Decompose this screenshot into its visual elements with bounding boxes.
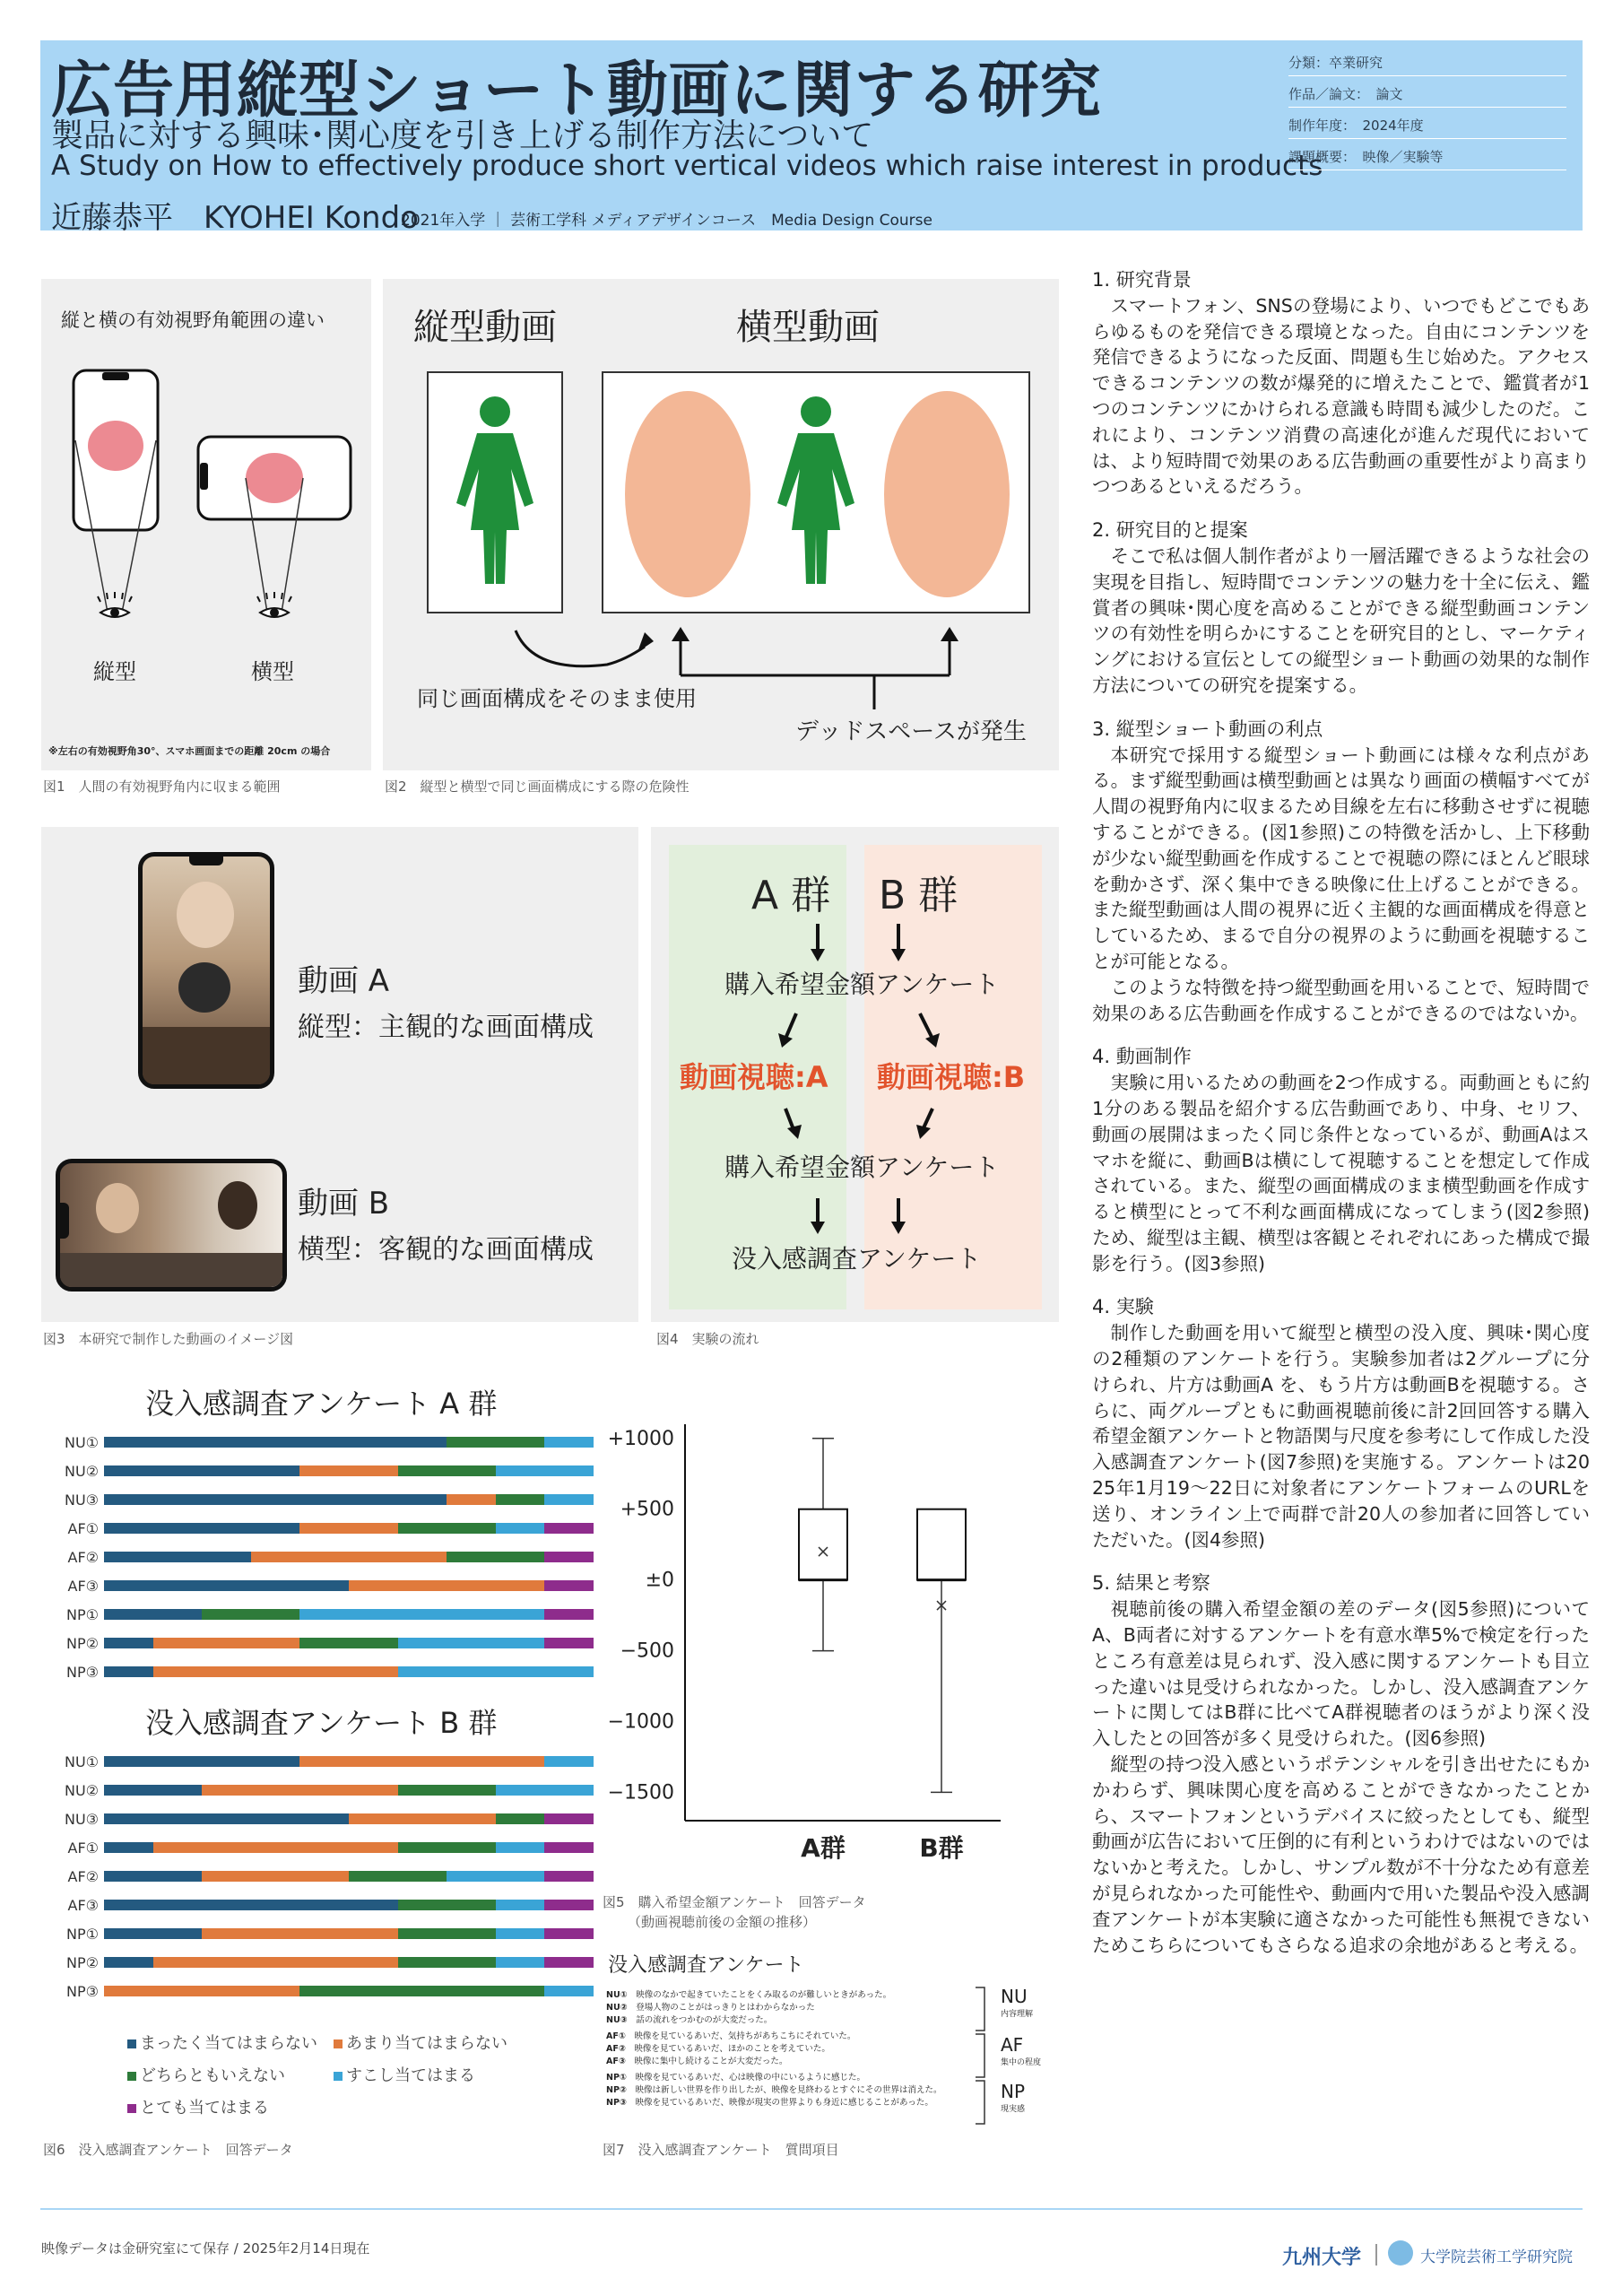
survey-item: NP② 映像は新しい世界を作り出したが、映像を見終わるとすぐにその世界は消えた。 (606, 2085, 942, 2095)
bar-segment (398, 1928, 496, 1939)
meta-category: 分類：卒業研究 (1288, 53, 1566, 76)
bar-segment (398, 1638, 545, 1648)
category-label: NP① (66, 1606, 99, 1623)
stacked-bar (104, 1638, 594, 1648)
chart-a-title: 没入感調査アンケート A 群 (145, 1387, 498, 1421)
survey-item: NU③ 話の流れをつかむのが大変だった。 (606, 2015, 773, 2025)
group-np: NP (1001, 2081, 1026, 2102)
category-label: NU③ (64, 1811, 99, 1828)
fig1-caption: 図1 人間の有効視野角内に収まる範囲 (43, 778, 281, 795)
fig1-note: ※左右の有効視野角30°、スマホ画面までの距離 20cm の場合 (48, 745, 331, 757)
fig3-video-a: 動画 A (298, 963, 390, 999)
author-name: 近藤恭平 KYOHEI Kondo (51, 200, 419, 236)
legend-item-4: すこし当てはまる (334, 2063, 475, 2086)
bar-segment (104, 1842, 153, 1853)
video-b-thumbnail (56, 1159, 287, 1292)
section-heading: 1. 研究背景 (1092, 269, 1192, 291)
bar-segment (104, 1900, 398, 1910)
fig7-brackets (974, 1986, 992, 2129)
bar-segment (544, 1900, 594, 1910)
fig7-items (606, 1987, 983, 2108)
chart-a (41, 1434, 606, 1706)
fig4-group-a: A 群 (751, 873, 831, 918)
fig7-caption: 図7 没入感調査アンケート 質問項目 (603, 2142, 839, 2158)
bar-segment (104, 1494, 447, 1505)
category-label: AF① (67, 1520, 99, 1537)
bar-segment (349, 1580, 544, 1591)
category-label: AF② (67, 1868, 99, 1885)
fig4-watch-a: 動画視聴:A (680, 1060, 828, 1094)
fig7-title: 没入感調査アンケート (608, 1954, 804, 1977)
box (799, 1509, 847, 1580)
bar-segment (496, 1785, 594, 1796)
bar-segment (104, 1957, 153, 1968)
stacked-bar (104, 1552, 594, 1562)
bar-segment (496, 1842, 545, 1853)
section-paragraph: スマートフォン、SNSの登場により、いつでもどこでもあらゆるものを発信できる環境となった。自由にコンテンツを発信できるようになった反面、問題も生じ始めた。アクセスできるコンテンツの数が爆発的に増えたことで、鑑賞者が1 つのコンテンツにかけられる意識も時間も減少したのだ。これにより、コンテンツ消費の高速化が進んだ現代においては、より短時間で効果のある広告動画の重要性がより高まりつつあるといえるだろう。 (1092, 294, 1590, 498)
stacked-bar (104, 1609, 594, 1620)
bar-segment (104, 1813, 349, 1824)
survey-item: NU② 登場人物のことがはっきりとはわからなかった (606, 2003, 815, 2013)
bar-segment (299, 1638, 397, 1648)
bar-segment (544, 1813, 594, 1824)
fig3-video-a-desc: 縦型：主観的な画面構成 (298, 1012, 594, 1043)
bar-segment (544, 1638, 594, 1648)
fig3-caption: 図3 本研究で制作した動画のイメージ図 (43, 1331, 294, 1347)
bar-segment (544, 1494, 594, 1505)
bar-segment (153, 1957, 398, 1968)
bar-segment (104, 1523, 299, 1534)
fig1-label-horizontal: 横型 (251, 659, 294, 684)
bar-segment (202, 1609, 299, 1620)
category-label: NU② (64, 1782, 99, 1799)
school-name: 大学院芸術工学研究院 (1420, 2248, 1573, 2266)
figure-7 (606, 1946, 1054, 2126)
bar-segment (104, 1638, 153, 1648)
stacked-bar (104, 1437, 594, 1448)
bar-segment (299, 1465, 397, 1476)
category-label: NP③ (66, 1983, 99, 2000)
fig4-step3: 購入希望金額アンケート (724, 1152, 1000, 1182)
y-tick-label: +500 (620, 1498, 674, 1521)
y-tick-label: −1000 (607, 1710, 674, 1734)
header-banner (40, 40, 1583, 236)
y-tick-label: −1500 (607, 1781, 674, 1805)
bar-segment (104, 1580, 349, 1591)
eye-icon-left (98, 592, 132, 617)
fig1-heading: 縦と横の有効視野角範囲の違い (61, 309, 325, 331)
bar-segment (544, 1756, 594, 1767)
bar-segment (447, 1552, 544, 1562)
bar-segment (544, 1437, 594, 1448)
section-heading: 4. 実験 (1092, 1296, 1154, 1318)
chart-b-title: 没入感調査アンケート B 群 (145, 1706, 498, 1740)
legend-item-1: まったく当てはまらない (127, 2031, 317, 2054)
meta-type: 作品／論文： 論文 (1288, 84, 1566, 108)
fig5-caption-2: （動画視聴前後の金額の推移） (628, 1914, 817, 1930)
fig2-horizontal-label: 横型動画 (736, 307, 880, 348)
legend-item-2: あまり当てはまらない (334, 2031, 507, 2054)
bar-segment (447, 1494, 496, 1505)
group-np-desc: 現実感 (1001, 2105, 1026, 2114)
stacked-bar (104, 1871, 594, 1882)
fig3-video-b: 動画 B (298, 1186, 390, 1222)
footer-separator (1375, 2244, 1377, 2266)
fig1-label-vertical: 縦型 (93, 659, 136, 684)
stacked-bar (104, 1842, 594, 1853)
bar-segment (104, 1609, 202, 1620)
bar-segment (299, 1986, 544, 1996)
figure-3-panel (41, 827, 638, 1322)
fig1-diagram (41, 279, 371, 770)
survey-item: AF③ 映像に集中し続けることが大変だった。 (606, 2057, 788, 2066)
bar-segment (202, 1871, 349, 1882)
video-a-thumbnail (138, 852, 274, 1089)
bar-segment (398, 1465, 496, 1476)
bar-segment (349, 1871, 447, 1882)
bar-segment (496, 1494, 545, 1505)
survey-item: NU① 映像のなかで起きていたことをくみ取るのが難しいときがあった。 (606, 1990, 892, 2000)
bar-segment (496, 1900, 545, 1910)
bar-segment (496, 1523, 545, 1534)
category-label: NP② (66, 1635, 99, 1652)
section-paragraph: 実験に用いるための動画を2つ作成する。両動画ともに約1分のある製品を紹介する広告動画であり、中身、セリフ、動画の展開はまったく同じ条件となっているが、動画Aはスマホを縦に、動画Bは横にして視聴することを想定して作成されている。また、縦型の画面構成のまま横型動画を作成すると横型にとって不利な画面構成になってしまう(図2参照)ため、縦型は主観、横型は客観とそれぞれにあった構成で撮影を行う。(図3参照) (1092, 1072, 1590, 1274)
bar-segment (153, 1842, 398, 1853)
legend-item-5: とても当てはまる (127, 2095, 269, 2118)
y-tick-label: −500 (620, 1639, 674, 1663)
department: 2021年入学 ｜ 芸術工学科 メディアデザインコース Media Design Course (401, 212, 932, 230)
bar-segment (544, 1523, 594, 1534)
category-label: NP② (66, 1954, 99, 1971)
bar-segment (496, 1928, 545, 1939)
bar-segment (202, 1928, 397, 1939)
fig5-caption-1: 図5 購入希望金額アンケート 回答データ (603, 1894, 866, 1910)
section-paragraph: 制作した動画を用いて縦型と横型の没入度、興味･関心度の2種類のアンケートを行う。実験参加者は2グループに分けられ、片方は動画A を、もう片方は動画Bを視聴する。さらに、両グループともに動画視聴前後に計2回回答する購入希望金額アンケートと物語関与尺度を参考にして作成した没入感調査アンケート(図7参照)を実施する。アンケートは2025年1月19〜22日に対象者にアンケートフォームのURLを送り、オンライン上で両群で計20人の参加者に回答していただいた。(図4参照) (1092, 1322, 1590, 1551)
category-label: NU③ (64, 1492, 99, 1509)
stacked-bar (104, 1756, 594, 1767)
bar-segment (299, 1523, 397, 1534)
stacked-bar (104, 1928, 594, 1939)
fig4-watch-b: 動画視聴:B (877, 1060, 1026, 1094)
school-logo-icon (1388, 2240, 1413, 2266)
fig4-caption: 図4 実験の流れ (656, 1331, 759, 1347)
fig4-group-b: B 群 (879, 873, 958, 918)
bar-segment (398, 1842, 496, 1853)
box (917, 1509, 966, 1580)
fig2-vertical-label: 縦型動画 (413, 307, 557, 348)
fig6-caption: 図6 没入感調査アンケート 回答データ (43, 2142, 293, 2158)
figure-6 (41, 1372, 606, 2161)
group-af: AF (1001, 2034, 1024, 2056)
bar-segment (544, 1609, 594, 1620)
figure-4-panel (651, 827, 1059, 1322)
figure-5-boxplot (606, 1399, 1028, 1901)
bar-segment (544, 1552, 594, 1562)
fig2-caption: 図2 縦型と横型で同じ画面構成にする際の危険性 (385, 778, 690, 795)
survey-item: NP① 映像を見ているあいだ、心は映像の中にいるように感じた。 (606, 2073, 865, 2083)
y-tick-label: +1000 (607, 1427, 674, 1450)
bar-segment (104, 1465, 299, 1476)
bar-segment (496, 1465, 594, 1476)
category-label: NU② (64, 1463, 99, 1480)
category-label: AF① (67, 1839, 99, 1857)
stacked-bar (104, 1666, 594, 1677)
bar-segment (398, 1957, 496, 1968)
stacked-bar (104, 1900, 594, 1910)
bar-segment (104, 1552, 251, 1562)
bar-segment (544, 1871, 594, 1882)
body-text (1092, 267, 1590, 1976)
bar-segment (251, 1552, 447, 1562)
footer-note: 映像データは金研究室にて保存 / 2025年2月14日現在 (41, 2240, 370, 2257)
survey-item: AF① 映像を見ているあいだ、気持ちがあちこちにそれていた。 (606, 2031, 856, 2041)
fig4-step1: 購入希望金額アンケート (724, 970, 1000, 999)
english-title: A Study on How to effectively produce short vertical videos which raise interest in products (51, 150, 1323, 182)
bar-segment (398, 1666, 594, 1677)
poster-subtitle: 製品に対する興味･関心度を引き上げる制作方法について (51, 117, 874, 154)
category-label: NU① (64, 1753, 99, 1770)
bar-segment (202, 1785, 397, 1796)
category-label: AF③ (67, 1897, 99, 1914)
bar-segment (398, 1900, 496, 1910)
category-label: NP① (66, 1926, 99, 1943)
stacked-bar (104, 1580, 594, 1591)
bar-segment (544, 1986, 594, 1996)
bar-segment (544, 1580, 594, 1591)
stacked-bar (104, 1494, 594, 1505)
stacked-bar (104, 1785, 594, 1796)
stacked-bar (104, 1813, 594, 1824)
category-label: AF② (67, 1549, 99, 1566)
bar-segment (496, 1957, 545, 1968)
category-label: NP③ (66, 1664, 99, 1681)
bar-segment (544, 1842, 594, 1853)
section-heading: 4. 動画制作 (1092, 1046, 1192, 1068)
y-tick-label: ±0 (645, 1569, 674, 1592)
bar-segment (496, 1813, 545, 1824)
section-paragraph: このような特徴を持つ縦型動画を用いることで、短時間で効果のある広告動画を作成することができるのではないか。 (1092, 976, 1590, 1024)
bar-segment (104, 1871, 202, 1882)
stacked-bar (104, 1986, 594, 1996)
fig3-video-b-desc: 横型：客観的な画面構成 (298, 1234, 594, 1265)
bar-segment (104, 1437, 447, 1448)
bar-segment (153, 1638, 300, 1648)
bar-segment (398, 1785, 496, 1796)
x-category-label: B群 (919, 1833, 964, 1863)
category-label: AF③ (67, 1578, 99, 1595)
bar-segment (153, 1666, 398, 1677)
x-category-label: A群 (801, 1833, 846, 1863)
survey-item: NP③ 映像を見ているあいだ、映像が現実の世界よりも身近に感じることがあった。 (606, 2098, 933, 2108)
chart-b (41, 1753, 606, 2025)
fig4-step4: 没入感調査アンケート (732, 1244, 982, 1274)
meta-year: 制作年度： 2024年度 (1288, 116, 1566, 139)
section-paragraph: 視聴前後の購入希望金額の差のデータ(図5参照)についてA、B両者に対するアンケートを有意水準5%で検定を行ったところ有意差は見られず、没入感に関するアンケートも目立った違いは見受けられなかった。しかし、没入感調査アンケートに関してはB群に比べてA群視聴者のほうがより深く没入したとの回答が多く見受けられた。(図6参照) (1092, 1598, 1590, 1750)
university-name: 九州大学 (1282, 2247, 1362, 2269)
bar-segment (398, 1523, 496, 1534)
legend-item-3: どちらともいえない (127, 2063, 285, 2086)
poster-title: 広告用縦型ショート動画に関する研究 (51, 56, 1102, 126)
fig2-dead-space: デッドスペースが発生 (795, 718, 1027, 745)
figure-2-panel (383, 279, 1059, 770)
category-label: NU① (64, 1434, 99, 1451)
bar-segment (104, 1785, 202, 1796)
bar-segment (447, 1871, 544, 1882)
bar-segment (104, 1756, 299, 1767)
section-paragraph: そこで私は個人制作者がより一層活躍できるような社会の実現を目指し、短時間でコンテンツの魅力を十全に伝え、鑑賞者の興味･関心度を高めることができる縦型動画コンテンツの有効性を明らかにすることを研究目的とし、マーケティングにおける宣伝としての縦型ショート動画の効果的な制作方法についての研究を提案する。 (1092, 544, 1590, 696)
bar-segment (299, 1756, 544, 1767)
section-heading: 3. 縦型ショート動画の利点 (1092, 718, 1323, 740)
meta-overview: 課題概要： 映像／実験等 (1288, 147, 1566, 170)
stacked-bar (104, 1957, 594, 1968)
footer-divider (40, 2208, 1583, 2210)
bar-segment (299, 1609, 544, 1620)
section-heading: 5. 結果と考察 (1092, 1572, 1210, 1595)
stacked-bar (104, 1465, 594, 1476)
stacked-bar (104, 1523, 594, 1534)
bar-segment (104, 1666, 153, 1677)
fig2-same-layout: 同じ画面構成をそのまま使用 (417, 686, 697, 711)
bar-segment (447, 1437, 544, 1448)
bar-segment (349, 1813, 496, 1824)
bar-segment (544, 1928, 594, 1939)
section-paragraph: 縦型の持つ没入感というポテンシャルを引き出せたにもかかわらず、興味関心度を高めることができなかったことから、スマートフォンというデバイスに絞ったとしても、縦型動画が広告において圧倒的に有利というわけではないのではないかと考えた。しかし、サンプル数が不十分なため有意差が見られなかった可能性や、動画内で用いた製品や没入感調査アンケートが本実験に適さなかった可能性も無視できないためこちらについてもさらなる追求の余地があると考える。 (1092, 1753, 1590, 1956)
bar-segment (104, 1928, 202, 1939)
group-nu: NU (1001, 1986, 1028, 2007)
figure-1-panel (41, 279, 371, 770)
group-nu-desc: 内容理解 (1001, 2010, 1034, 2019)
eye-icon-right (257, 592, 291, 617)
section-paragraph: 本研究で採用する縦型ショート動画には様々な利点がある。まず縦型動画は横型動画とは異なり画面の横幅すべてが人間の視野角内に収まるため目線を左右に移動させずに視聴することができる。(図1参照)この特徴を活かし、上下移動が少ない縦型動画を作成することで視聴の際にほとんど眼球を動かさず、深く集中できる映像に仕上げることができる。また縦型動画は人間の視界に近く主観的な画面構成を得意としているため、まるで自分の視界のように動画を視聴することが可能となる。 (1092, 744, 1590, 972)
bar-segment (544, 1957, 594, 1968)
section-heading: 2. 研究目的と提案 (1092, 519, 1248, 542)
survey-item: AF② 映像を見ているあいだ、ほかのことを考えていた。 (606, 2044, 830, 2054)
group-af-desc: 集中の程度 (1001, 2058, 1042, 2067)
bar-segment (104, 1986, 299, 1996)
